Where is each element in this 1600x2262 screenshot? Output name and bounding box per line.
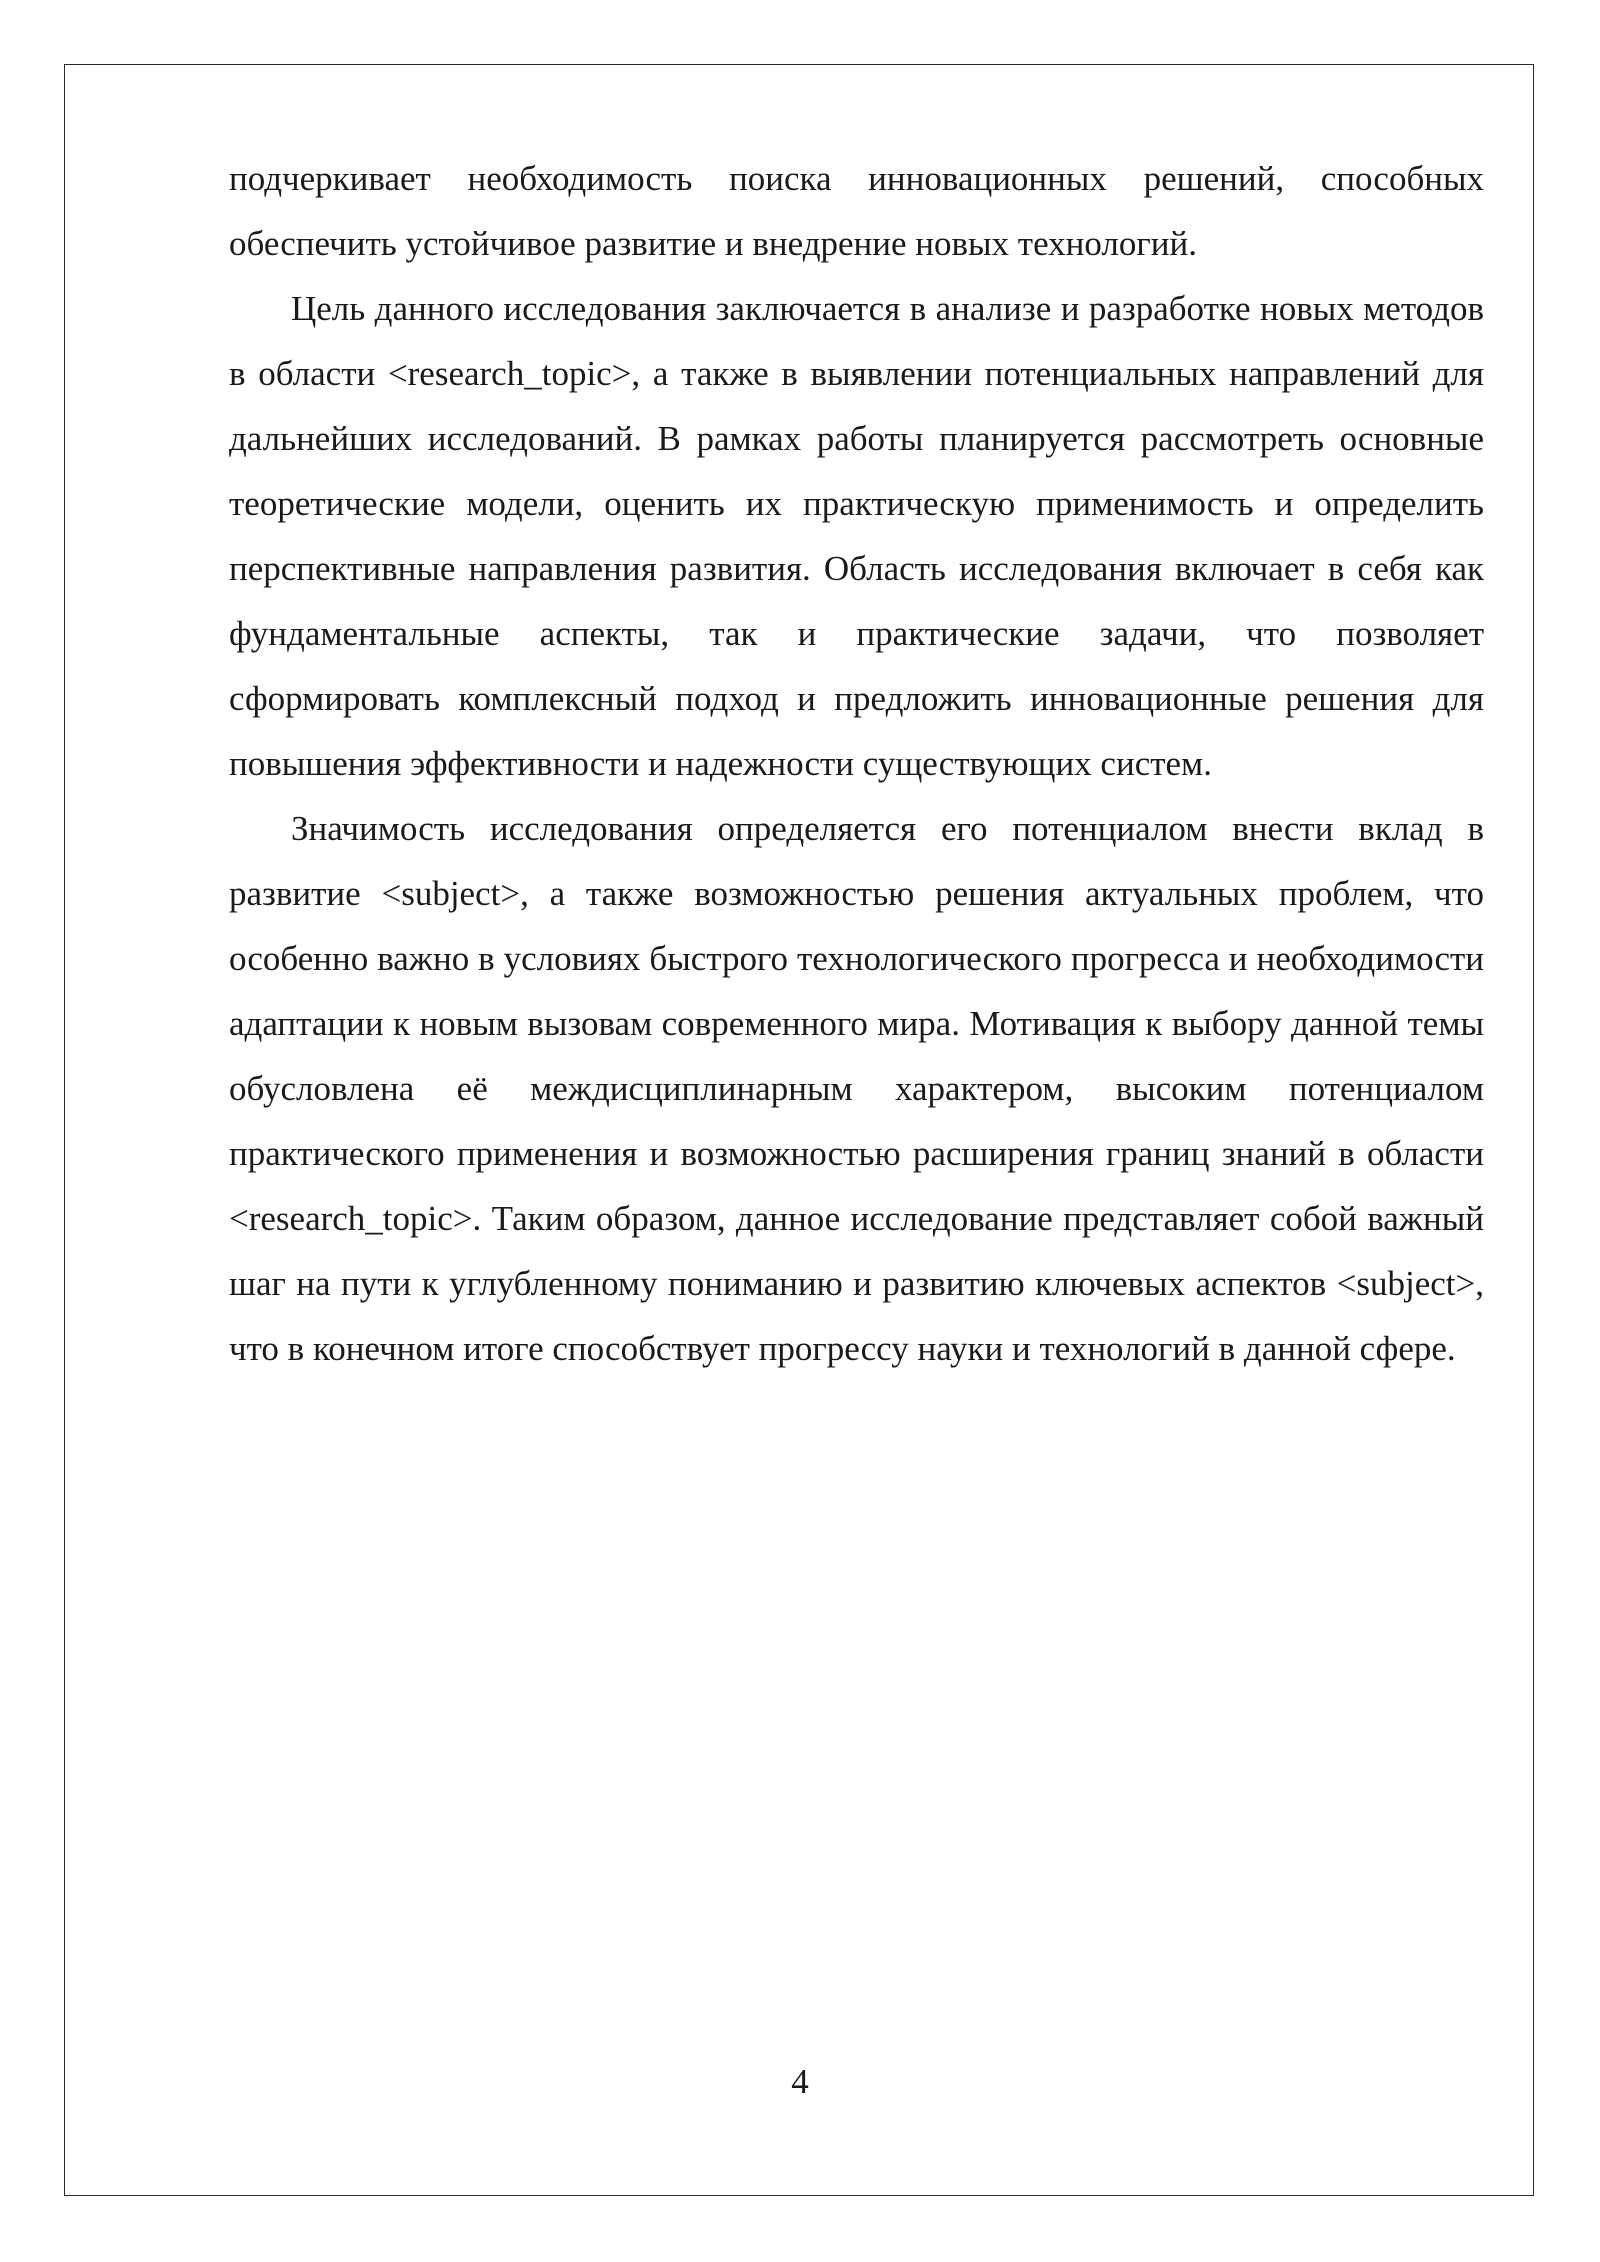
page-number: 4 xyxy=(791,2062,809,2101)
paragraph-research-goal: Цель данного исследования заключается в анализе и разработке новых методов в области <research_topic>, а также в выявлении потенциальных направлений для дальнейших исследований. В рамках работы планируется рассмотреть основные теоретические модели, оценить их практическую применимость и определить перспективные направления развития. Область исследования включает в себя как фундаментальные аспекты, так и практические задачи, что позволяет сформировать комплексный подход и предложить инновационные решения для повышения эффективности и надежности существующих систем. xyxy=(229,289,1484,783)
paragraph-continuation: подчеркивает необходимость поиска инновационных решений, способных обеспечить устойчивое развитие и внедрение новых технологий. xyxy=(229,159,1484,263)
document-body xyxy=(229,146,1484,1381)
paragraph-significance: Значимость исследования определяется его потенциалом внести вклад в развитие <subject>, а также возможностью решения актуальных проблем, что особенно важно в условиях быстрого технологического прогресса и необходимости адаптации к новым вызовам современного мира. Мотивация к выбору данной темы обусловлена её междисциплинарным характером, высоким потенциалом практического применения и возможностью расширения границ знаний в области <research_topic>. Таким образом, данное исследование представляет собой важный шаг на пути к углубленному пониманию и развитию ключевых аспектов <subject>, что в конечном итоге способствует прогрессу науки и технологий в данной сфере. xyxy=(229,809,1484,1368)
